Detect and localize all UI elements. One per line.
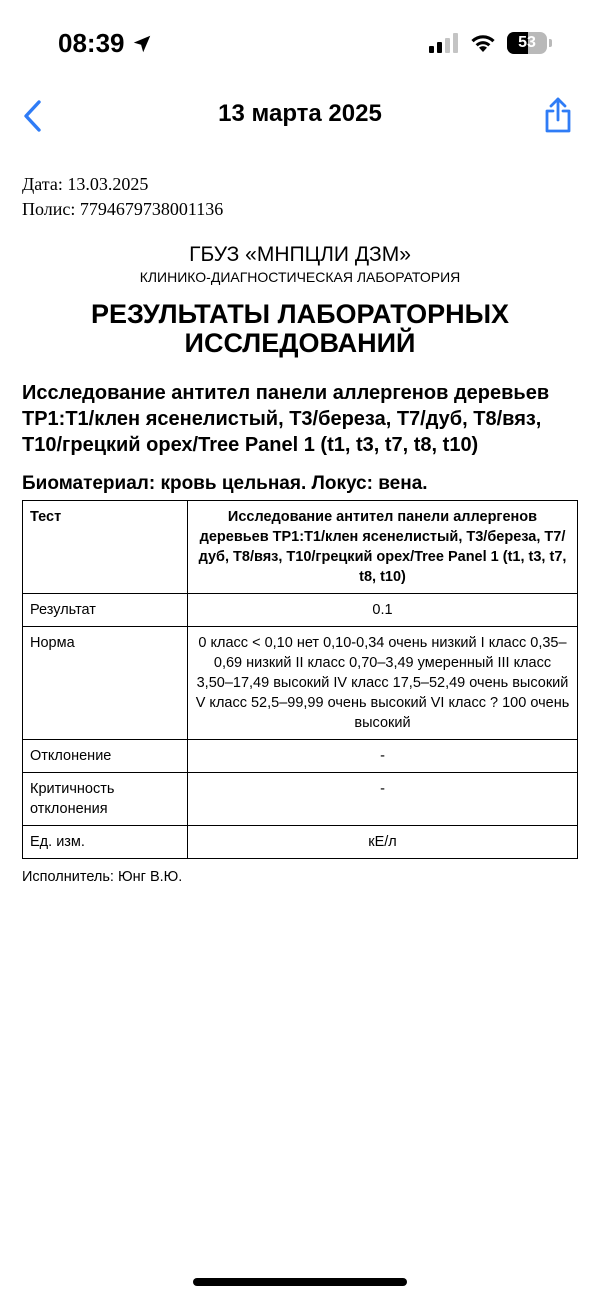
- lab-report-document: [22, 172, 578, 887]
- table-row: [23, 740, 578, 773]
- status-icons: [429, 32, 552, 54]
- location-arrow-icon: [131, 33, 153, 55]
- table-header-value: Исследование антител панели аллергенов деревьев ТР1:Т1/клен ясенелистый, Т3/береза, Т7/дуб, Т8/вяз, Т10/грецкий орех/Tree Panel 1 (t1, t3, t7, t8, t10): [188, 501, 578, 594]
- table-row: [23, 627, 578, 740]
- organization-header: [22, 242, 578, 286]
- row-label-units: Ед. изм.: [23, 826, 188, 859]
- row-label-result: Результат: [23, 594, 188, 627]
- document-title: РЕЗУЛЬТАТЫ ЛАБОРАТОРНЫХ ИССЛЕДОВАНИЙ: [90, 299, 510, 358]
- row-value-norm: 0 класс < 0,10 нет 0,10-0,34 очень низкий I класс 0,35–0,69 низкий II класс 0,70–3,49 умеренный III класс 3,50–17,49 высокий IV класс 17,5–52,49 очень высокий V класс 52,5–99,99 очень высокий VI класс ? 100 очень высокий: [188, 627, 578, 740]
- row-value-deviation: -: [188, 740, 578, 773]
- table-row: [23, 594, 578, 627]
- nav-bar: [0, 90, 600, 142]
- row-value-criticality: -: [188, 773, 578, 826]
- nav-title: 13 марта 2025: [218, 100, 382, 127]
- table-header-label: Тест: [23, 501, 188, 594]
- performer-line: Исполнитель: Юнг В.Ю.: [22, 869, 183, 885]
- row-label-deviation: Отклонение: [23, 740, 188, 773]
- status-time: 08:39: [58, 28, 125, 58]
- row-label-criticality: Критичность отклонения: [23, 773, 188, 826]
- policy-line: Полис: 7794679738001136: [22, 199, 224, 219]
- organization-subtitle: КЛИНИКО-ДИАГНОСТИЧЕСКАЯ ЛАБОРАТОРИЯ: [139, 269, 461, 285]
- table-row: [23, 826, 578, 859]
- table-row: [23, 773, 578, 826]
- home-indicator[interactable]: [193, 1278, 407, 1286]
- wifi-icon: [469, 33, 497, 53]
- row-value-result: 0.1: [188, 594, 578, 627]
- status-bar: [0, 0, 600, 90]
- results-table: [22, 500, 578, 859]
- biomaterial-line: Биоматериал: кровь цельная. Локус: вена.: [22, 473, 428, 494]
- document-meta: [22, 172, 578, 222]
- table-header-row: [23, 501, 578, 594]
- row-label-norm: Норма: [23, 627, 188, 740]
- study-title: Исследование антител панели аллергенов деревьев ТР1:Т1/клен ясенелистый, Т3/береза, Т7/дуб, Т8/вяз, Т10/грецкий орех/Tree Panel 1 (t1, t3, t7, t8, t10): [22, 382, 550, 456]
- share-icon[interactable]: [542, 96, 574, 134]
- organization-name: ГБУЗ «МНПЦЛИ ДЗМ»: [189, 243, 411, 266]
- status-time-group: [58, 28, 153, 59]
- cellular-signal-icon: [429, 33, 459, 53]
- battery-level: 53: [518, 34, 536, 51]
- battery-icon: [507, 32, 547, 54]
- row-value-units: кЕ/л: [188, 826, 578, 859]
- date-line: Дата: 13.03.2025: [22, 174, 149, 194]
- battery-cap: [549, 39, 552, 47]
